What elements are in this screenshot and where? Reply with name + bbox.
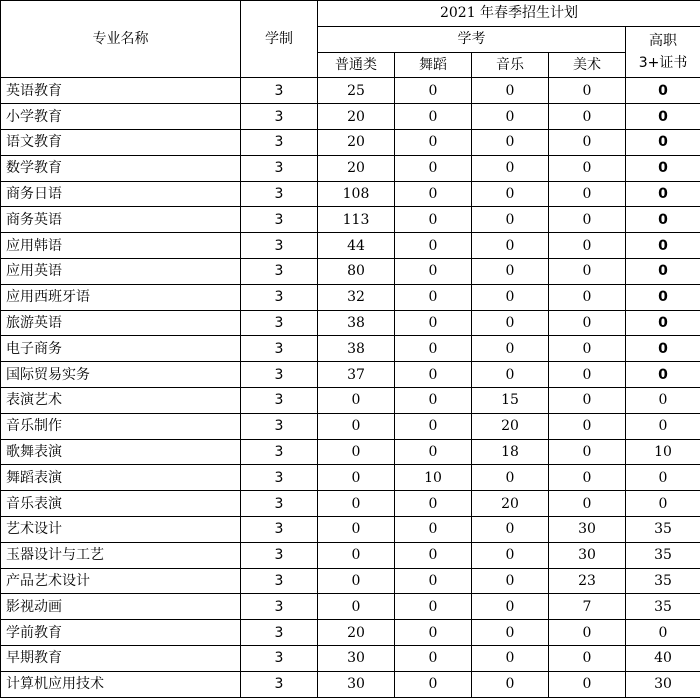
cell-dance: 0 bbox=[395, 78, 472, 104]
cell-dance: 0 bbox=[395, 207, 472, 233]
cell-gaozhi: 30 bbox=[626, 671, 700, 697]
cell-art: 0 bbox=[549, 336, 626, 362]
cell-major-name: 英语教育 bbox=[1, 78, 241, 104]
cell-gaozhi: 0 bbox=[626, 207, 700, 233]
cell-art: 0 bbox=[549, 104, 626, 130]
cell-gaozhi: 0 bbox=[626, 620, 700, 646]
header-plan-title: 2021 年春季招生计划 bbox=[318, 1, 700, 27]
cell-music: 0 bbox=[472, 362, 549, 388]
cell-art: 0 bbox=[549, 362, 626, 388]
cell-art: 0 bbox=[549, 207, 626, 233]
cell-years: 3 bbox=[241, 233, 318, 259]
cell-years: 3 bbox=[241, 336, 318, 362]
header-gaozhi-line2: 3+证书 bbox=[626, 52, 700, 74]
table-row bbox=[1, 362, 700, 388]
cell-art: 0 bbox=[549, 413, 626, 439]
cell-major-name: 国际贸易实务 bbox=[1, 362, 241, 388]
cell-major-name: 应用英语 bbox=[1, 258, 241, 284]
cell-major-name: 应用韩语 bbox=[1, 233, 241, 259]
cell-major-name: 商务日语 bbox=[1, 181, 241, 207]
cell-dance: 0 bbox=[395, 104, 472, 130]
cell-music: 0 bbox=[472, 181, 549, 207]
cell-dance: 0 bbox=[395, 387, 472, 413]
table-row bbox=[1, 620, 700, 646]
cell-gaozhi: 0 bbox=[626, 491, 700, 517]
cell-dance: 0 bbox=[395, 671, 472, 697]
cell-gaozhi: 0 bbox=[626, 155, 700, 181]
cell-music: 18 bbox=[472, 439, 549, 465]
table-row bbox=[1, 516, 700, 542]
header-general: 普通类 bbox=[318, 52, 395, 78]
cell-general: 38 bbox=[318, 310, 395, 336]
table-row bbox=[1, 104, 700, 130]
cell-gaozhi: 0 bbox=[626, 104, 700, 130]
cell-major-name: 艺术设计 bbox=[1, 516, 241, 542]
cell-dance: 0 bbox=[395, 129, 472, 155]
cell-gaozhi: 0 bbox=[626, 181, 700, 207]
cell-dance: 10 bbox=[395, 465, 472, 491]
cell-major-name: 小学教育 bbox=[1, 104, 241, 130]
header-dance: 舞蹈 bbox=[395, 52, 472, 78]
cell-gaozhi: 0 bbox=[626, 387, 700, 413]
cell-art: 23 bbox=[549, 568, 626, 594]
table-row bbox=[1, 336, 700, 362]
cell-major-name: 应用西班牙语 bbox=[1, 284, 241, 310]
cell-art: 7 bbox=[549, 594, 626, 620]
table-row bbox=[1, 284, 700, 310]
cell-general: 20 bbox=[318, 129, 395, 155]
cell-music: 0 bbox=[472, 258, 549, 284]
cell-years: 3 bbox=[241, 491, 318, 517]
table-row bbox=[1, 645, 700, 671]
cell-general: 20 bbox=[318, 104, 395, 130]
cell-art: 0 bbox=[549, 155, 626, 181]
cell-general: 0 bbox=[318, 465, 395, 491]
cell-years: 3 bbox=[241, 181, 318, 207]
cell-music: 0 bbox=[472, 78, 549, 104]
cell-years: 3 bbox=[241, 542, 318, 568]
cell-major-name: 电子商务 bbox=[1, 336, 241, 362]
table-row bbox=[1, 465, 700, 491]
cell-music: 0 bbox=[472, 516, 549, 542]
cell-gaozhi: 40 bbox=[626, 645, 700, 671]
cell-gaozhi: 0 bbox=[626, 413, 700, 439]
cell-music: 0 bbox=[472, 568, 549, 594]
cell-music: 0 bbox=[472, 620, 549, 646]
cell-art: 0 bbox=[549, 284, 626, 310]
cell-major-name: 玉器设计与工艺 bbox=[1, 542, 241, 568]
cell-major-name: 旅游英语 bbox=[1, 310, 241, 336]
header-art: 美术 bbox=[549, 52, 626, 78]
cell-major-name: 舞蹈表演 bbox=[1, 465, 241, 491]
cell-years: 3 bbox=[241, 258, 318, 284]
table-body bbox=[1, 78, 700, 697]
cell-music: 20 bbox=[472, 491, 549, 517]
cell-general: 0 bbox=[318, 387, 395, 413]
cell-art: 0 bbox=[549, 645, 626, 671]
cell-general: 108 bbox=[318, 181, 395, 207]
cell-music: 0 bbox=[472, 207, 549, 233]
cell-years: 3 bbox=[241, 104, 318, 130]
table-row bbox=[1, 491, 700, 517]
cell-gaozhi: 35 bbox=[626, 594, 700, 620]
cell-general: 25 bbox=[318, 78, 395, 104]
cell-music: 0 bbox=[472, 104, 549, 130]
cell-music: 0 bbox=[472, 671, 549, 697]
cell-dance: 0 bbox=[395, 516, 472, 542]
cell-general: 30 bbox=[318, 671, 395, 697]
cell-dance: 0 bbox=[395, 181, 472, 207]
cell-general: 0 bbox=[318, 516, 395, 542]
cell-major-name: 产品艺术设计 bbox=[1, 568, 241, 594]
cell-major-name: 计算机应用技术 bbox=[1, 671, 241, 697]
cell-general: 0 bbox=[318, 542, 395, 568]
cell-major-name: 数学教育 bbox=[1, 155, 241, 181]
cell-music: 20 bbox=[472, 413, 549, 439]
cell-dance: 0 bbox=[395, 620, 472, 646]
cell-gaozhi: 0 bbox=[626, 258, 700, 284]
cell-general: 0 bbox=[318, 439, 395, 465]
cell-major-name: 商务英语 bbox=[1, 207, 241, 233]
cell-major-name: 语文教育 bbox=[1, 129, 241, 155]
cell-gaozhi: 0 bbox=[626, 362, 700, 388]
cell-dance: 0 bbox=[395, 439, 472, 465]
cell-dance: 0 bbox=[395, 645, 472, 671]
cell-gaozhi: 0 bbox=[626, 465, 700, 491]
cell-gaozhi: 10 bbox=[626, 439, 700, 465]
cell-years: 3 bbox=[241, 594, 318, 620]
cell-years: 3 bbox=[241, 568, 318, 594]
table-row bbox=[1, 671, 700, 697]
table-row bbox=[1, 233, 700, 259]
cell-years: 3 bbox=[241, 413, 318, 439]
cell-general: 44 bbox=[318, 233, 395, 259]
table-row bbox=[1, 568, 700, 594]
cell-art: 0 bbox=[549, 491, 626, 517]
cell-dance: 0 bbox=[395, 413, 472, 439]
cell-years: 3 bbox=[241, 310, 318, 336]
cell-art: 0 bbox=[549, 181, 626, 207]
cell-dance: 0 bbox=[395, 310, 472, 336]
cell-gaozhi: 35 bbox=[626, 568, 700, 594]
cell-music: 0 bbox=[472, 233, 549, 259]
cell-art: 0 bbox=[549, 233, 626, 259]
cell-general: 32 bbox=[318, 284, 395, 310]
cell-general: 20 bbox=[318, 620, 395, 646]
cell-years: 3 bbox=[241, 129, 318, 155]
cell-music: 0 bbox=[472, 465, 549, 491]
cell-music: 0 bbox=[472, 129, 549, 155]
cell-general: 0 bbox=[318, 413, 395, 439]
cell-years: 3 bbox=[241, 155, 318, 181]
header-music: 音乐 bbox=[472, 52, 549, 78]
cell-dance: 0 bbox=[395, 362, 472, 388]
header-xuekao: 学考 bbox=[318, 26, 626, 52]
cell-major-name: 音乐制作 bbox=[1, 413, 241, 439]
cell-major-name: 表演艺术 bbox=[1, 387, 241, 413]
header-gaozhi-line1: 高职 bbox=[626, 30, 700, 52]
cell-art: 30 bbox=[549, 516, 626, 542]
table-row bbox=[1, 181, 700, 207]
cell-major-name: 学前教育 bbox=[1, 620, 241, 646]
cell-gaozhi: 0 bbox=[626, 284, 700, 310]
cell-major-name: 影视动画 bbox=[1, 594, 241, 620]
cell-art: 0 bbox=[549, 258, 626, 284]
cell-music: 0 bbox=[472, 645, 549, 671]
cell-dance: 0 bbox=[395, 594, 472, 620]
cell-music: 0 bbox=[472, 310, 549, 336]
cell-dance: 0 bbox=[395, 336, 472, 362]
cell-art: 0 bbox=[549, 78, 626, 104]
cell-music: 0 bbox=[472, 336, 549, 362]
cell-general: 30 bbox=[318, 645, 395, 671]
table-row bbox=[1, 207, 700, 233]
table-row bbox=[1, 155, 700, 181]
header-years: 学制 bbox=[241, 1, 318, 78]
cell-music: 0 bbox=[472, 542, 549, 568]
cell-dance: 0 bbox=[395, 284, 472, 310]
cell-art: 0 bbox=[549, 671, 626, 697]
cell-major-name: 歌舞表演 bbox=[1, 439, 241, 465]
cell-art: 0 bbox=[549, 129, 626, 155]
header-major-name: 专业名称 bbox=[1, 1, 241, 78]
cell-years: 3 bbox=[241, 516, 318, 542]
cell-general: 38 bbox=[318, 336, 395, 362]
cell-years: 3 bbox=[241, 620, 318, 646]
cell-years: 3 bbox=[241, 645, 318, 671]
cell-general: 0 bbox=[318, 491, 395, 517]
cell-years: 3 bbox=[241, 362, 318, 388]
cell-years: 3 bbox=[241, 284, 318, 310]
cell-general: 0 bbox=[318, 568, 395, 594]
cell-gaozhi: 35 bbox=[626, 516, 700, 542]
cell-music: 0 bbox=[472, 594, 549, 620]
table-row bbox=[1, 387, 700, 413]
table-row bbox=[1, 129, 700, 155]
cell-gaozhi: 0 bbox=[626, 233, 700, 259]
cell-art: 0 bbox=[549, 465, 626, 491]
cell-dance: 0 bbox=[395, 491, 472, 517]
cell-dance: 0 bbox=[395, 258, 472, 284]
cell-years: 3 bbox=[241, 207, 318, 233]
cell-dance: 0 bbox=[395, 233, 472, 259]
table-row bbox=[1, 594, 700, 620]
cell-years: 3 bbox=[241, 465, 318, 491]
cell-general: 0 bbox=[318, 594, 395, 620]
header-gaozhi bbox=[626, 26, 700, 78]
cell-art: 0 bbox=[549, 387, 626, 413]
cell-dance: 0 bbox=[395, 155, 472, 181]
cell-music: 0 bbox=[472, 284, 549, 310]
cell-gaozhi: 0 bbox=[626, 310, 700, 336]
table-row bbox=[1, 310, 700, 336]
cell-music: 0 bbox=[472, 155, 549, 181]
cell-years: 3 bbox=[241, 671, 318, 697]
cell-gaozhi: 0 bbox=[626, 78, 700, 104]
cell-gaozhi: 0 bbox=[626, 129, 700, 155]
table-row bbox=[1, 542, 700, 568]
cell-dance: 0 bbox=[395, 568, 472, 594]
table-row bbox=[1, 258, 700, 284]
cell-years: 3 bbox=[241, 387, 318, 413]
cell-general: 37 bbox=[318, 362, 395, 388]
cell-general: 113 bbox=[318, 207, 395, 233]
table-row bbox=[1, 78, 700, 104]
cell-years: 3 bbox=[241, 78, 318, 104]
cell-art: 0 bbox=[549, 439, 626, 465]
cell-art: 0 bbox=[549, 620, 626, 646]
cell-dance: 0 bbox=[395, 542, 472, 568]
cell-art: 0 bbox=[549, 310, 626, 336]
table-row bbox=[1, 413, 700, 439]
cell-gaozhi: 35 bbox=[626, 542, 700, 568]
cell-major-name: 早期教育 bbox=[1, 645, 241, 671]
table-row bbox=[1, 439, 700, 465]
cell-gaozhi: 0 bbox=[626, 336, 700, 362]
cell-general: 80 bbox=[318, 258, 395, 284]
cell-years: 3 bbox=[241, 439, 318, 465]
cell-major-name: 音乐表演 bbox=[1, 491, 241, 517]
cell-music: 15 bbox=[472, 387, 549, 413]
cell-general: 20 bbox=[318, 155, 395, 181]
cell-art: 30 bbox=[549, 542, 626, 568]
